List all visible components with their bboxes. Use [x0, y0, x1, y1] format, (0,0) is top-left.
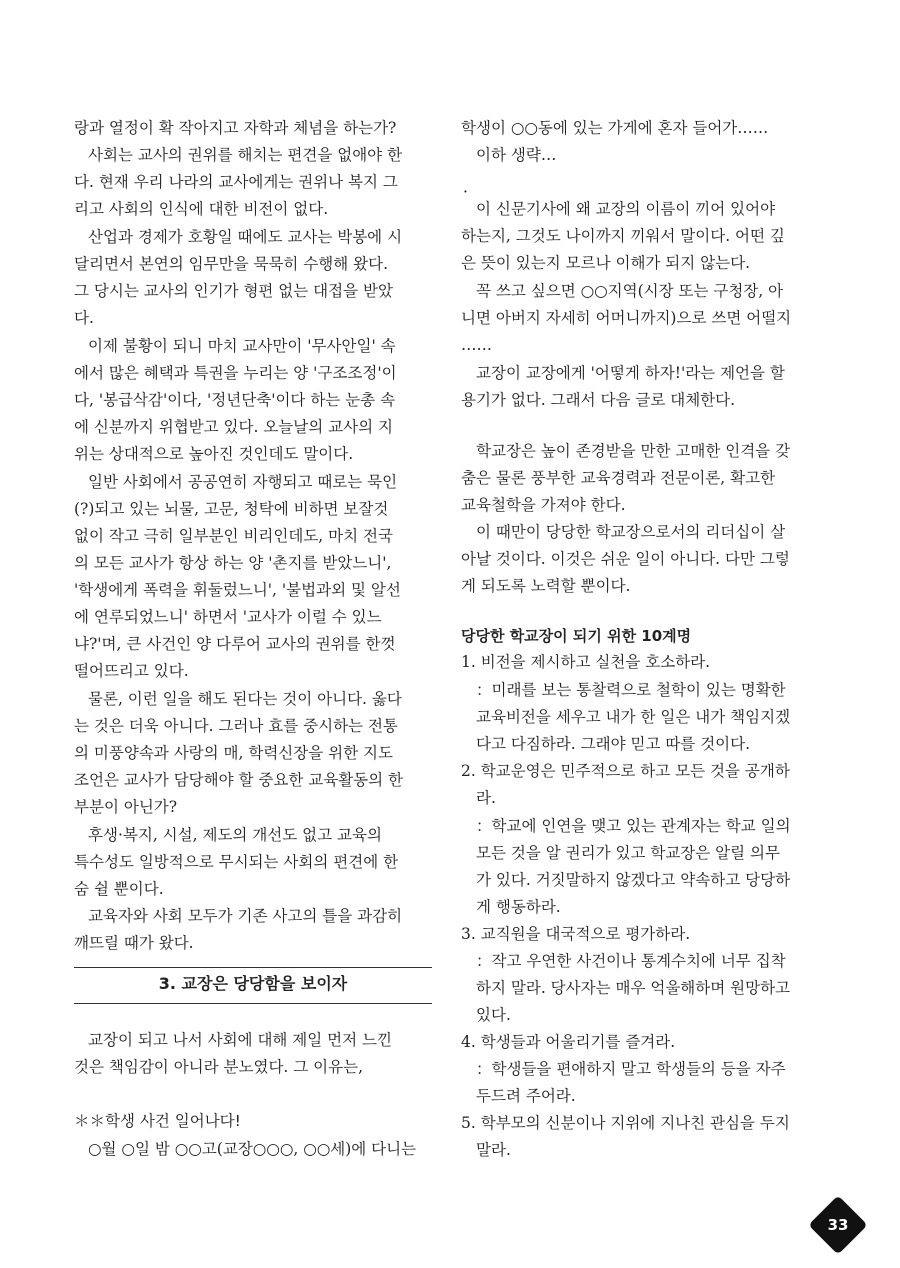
body-line: 없이 작고 극히 일부분인 비리인데도, 마치 전국 — [74, 527, 393, 545]
body-line: 조언은 교사가 담당해야 할 중요한 교육활동의 한 — [74, 771, 404, 789]
body-line: 용기가 없다. 그래서 다음 글로 대체한다. — [461, 391, 736, 409]
body-line: 꼭 쓰고 싶으면 ○○지역(시장 또는 구청장, 아 — [476, 282, 784, 300]
news-line: 이하 생략… — [476, 146, 557, 164]
list-line: 하지 말라. 당사자는 매우 억울해하며 원망하고 — [476, 979, 791, 997]
body-line: 에서 많은 혜택과 특권을 누리는 양 '구조조정'이 — [74, 364, 397, 382]
page-number: 33 — [827, 1216, 849, 1234]
list-line: 두드려 주어라. — [476, 1087, 576, 1105]
list-line: 4. 학생들과 어울리기를 즐겨라. — [461, 1033, 676, 1051]
body-line: 교장이 되고 나서 사회에 대해 제일 먼저 느낀 — [88, 1031, 393, 1049]
list-line: 5. 학부모의 신분이나 지위에 지나친 관심을 두지 — [461, 1114, 790, 1132]
body-line: 리고 사회의 인식에 대한 비전이 없다. — [74, 200, 329, 218]
list-line: 라. — [476, 789, 496, 807]
body-line: 냐?'며, 큰 사건인 양 다루어 교사의 권위를 한껏 — [74, 635, 396, 653]
section-heading: 3. 교장은 당당함을 보이자 — [158, 974, 348, 993]
body-line: 그 당시는 교사의 인기가 형편 없는 대접을 받았 — [74, 282, 393, 300]
body-line: 는 것은 더욱 아니다. 그러나 효를 중시하는 전통 — [74, 717, 398, 735]
body-line: 하는지, 그것도 나이까지 끼워서 말이다. 어떤 깊 — [461, 227, 785, 245]
body-line: 에 신분까지 위협받고 있다. 오늘날의 교사의 지 — [74, 418, 393, 436]
list-line: ：학교에 인연을 맺고 있는 관계자는 학교 일의 — [476, 817, 791, 835]
body-line: 후생·복지, 시설, 제도의 개선도 없고 교육의 — [88, 826, 382, 844]
body-line: 물론, 이런 일을 해도 된다는 것이 아니다. 옳다 — [88, 690, 402, 708]
body-line: 사회는 교사의 권위를 해치는 편견을 없애야 한 — [88, 146, 403, 164]
body-line: 의 미풍양속과 사랑의 매, 학력신장을 위한 지도 — [74, 744, 393, 762]
body-line: 특수성도 일방적으로 무시되는 사회의 편견에 한 — [74, 853, 399, 871]
list-line: 있다. — [476, 1006, 511, 1024]
list-line: ：미래를 보는 통찰력으로 철학이 있는 명확한 — [476, 681, 786, 699]
body-line: 의 모든 교사가 항상 하는 양 '촌지를 받았느니', — [74, 554, 392, 572]
body-line: 게 되도록 노력할 뿐이다. — [461, 577, 631, 595]
news-line: 학생이 ○○동에 있는 가게에 혼자 들어가…… — [461, 119, 769, 137]
body-line: 은 뜻이 있는지 모르나 이해가 되지 않는다. — [461, 254, 751, 272]
body-line: 다. 현재 우리 나라의 교사에게는 권위나 복지 그 — [74, 173, 398, 191]
body-line: 다. — [74, 309, 94, 327]
body-line: 교육자와 사회 모두가 기존 사고의 틀을 과감히 — [88, 907, 403, 925]
list-line: ：작고 우연한 사건이나 통계수치에 너무 집착 — [476, 952, 786, 970]
list-line: ：학생들을 편애하지 말고 학생들의 등을 자주 — [476, 1060, 786, 1078]
body-line: 깨뜨릴 때가 왔다. — [74, 934, 194, 952]
body-line: 부분이 아닌가? — [74, 798, 178, 816]
body-line: 춤은 물론 풍부한 교육경력과 전문이론, 확고한 — [461, 469, 776, 487]
body-line: (?)되고 있는 뇌물, 고문, 청탁에 비하면 보잘것 — [74, 500, 389, 518]
body-line: 위는 상대적으로 높아진 것인데도 말이다. — [74, 445, 354, 463]
body-line: '학생에게 폭력을 휘둘렀느니', '불법과외 및 알선 — [74, 581, 401, 599]
news-heading: ＊＊학생 사건 일어나다! — [74, 1112, 241, 1130]
body-line: 숨 쉴 뿐이다. — [74, 880, 164, 898]
list-line: 가 있다. 거짓말하지 않겠다고 약속하고 당당하 — [476, 871, 791, 889]
heading-rule-top — [74, 967, 432, 968]
body-line: 랑과 열정이 확 작아지고 자학과 체념을 하는가? — [74, 119, 397, 137]
list-line: 게 행동하라. — [476, 898, 561, 916]
body-line: 달리면서 본연의 임무만을 묵묵히 수행해 왔다. — [74, 255, 389, 273]
body-line: 학교장은 높이 존경받을 만한 고매한 인격을 갖 — [476, 442, 791, 460]
body-line: 이제 불황이 되니 마치 교사만이 '무사안일' 속 — [88, 337, 396, 355]
list-line: 2. 학교운영은 민주적으로 하고 모든 것을 공개하 — [461, 762, 790, 780]
body-line: …… — [461, 336, 492, 354]
body-line: 떨어뜨리고 있다. — [74, 662, 189, 680]
body-line: 니면 아버지 자세히 어머니까지)으로 쓰면 어떨지 — [461, 309, 792, 327]
list-line: 교육비전을 세우고 내가 한 일은 내가 책임지겠 — [476, 708, 791, 726]
list-line: 모든 것을 알 권리가 있고 학교장은 알릴 의무 — [476, 844, 781, 862]
body-line: 이 신문기사에 왜 교장의 이름이 끼어 있어야 — [476, 200, 776, 218]
body-line: 에 연루되었느니' 하면서 '교사가 이럴 수 있느 — [74, 608, 382, 626]
list-line: 말라. — [476, 1141, 511, 1159]
list-line: 3. 교직원을 대국적으로 평가하라. — [461, 925, 691, 943]
body-line: 아날 것이다. 이것은 쉬운 일이 아니다. 다만 그렇 — [461, 550, 790, 568]
heading-rule-bottom — [74, 1003, 432, 1004]
body-line: 교육철학을 가져야 한다. — [461, 496, 626, 514]
list-title: 당당한 학교장이 되기 위한 10계명 — [461, 627, 692, 645]
body-line: 산업과 경제가 호황일 때에도 교사는 박봉에 시 — [88, 228, 403, 246]
body-line: 교장이 교장에게 '어떻게 하자!'라는 제언을 할 — [476, 364, 785, 382]
list-line: 다고 다짐하라. 그래야 믿고 따를 것이다. — [476, 735, 751, 753]
body-line: 이 때만이 당당한 학교장으로서의 리더십이 살 — [476, 523, 786, 541]
list-line: 1. 비전을 제시하고 실천을 호소하라. — [461, 653, 711, 671]
stray-mark: · — [463, 183, 468, 201]
body-line: 것은 책임감이 아니라 분노였다. 그 이유는, — [74, 1058, 364, 1076]
body-line: 일반 사회에서 공공연히 자행되고 때로는 묵인 — [88, 473, 398, 491]
news-line: ○월 ○일 밤 ○○고(교장○○○, ○○세)에 다니는 — [88, 1140, 417, 1158]
body-line: 다, '봉급삭감'이다, '정년단축'이다 하는 눈총 속 — [74, 391, 396, 409]
